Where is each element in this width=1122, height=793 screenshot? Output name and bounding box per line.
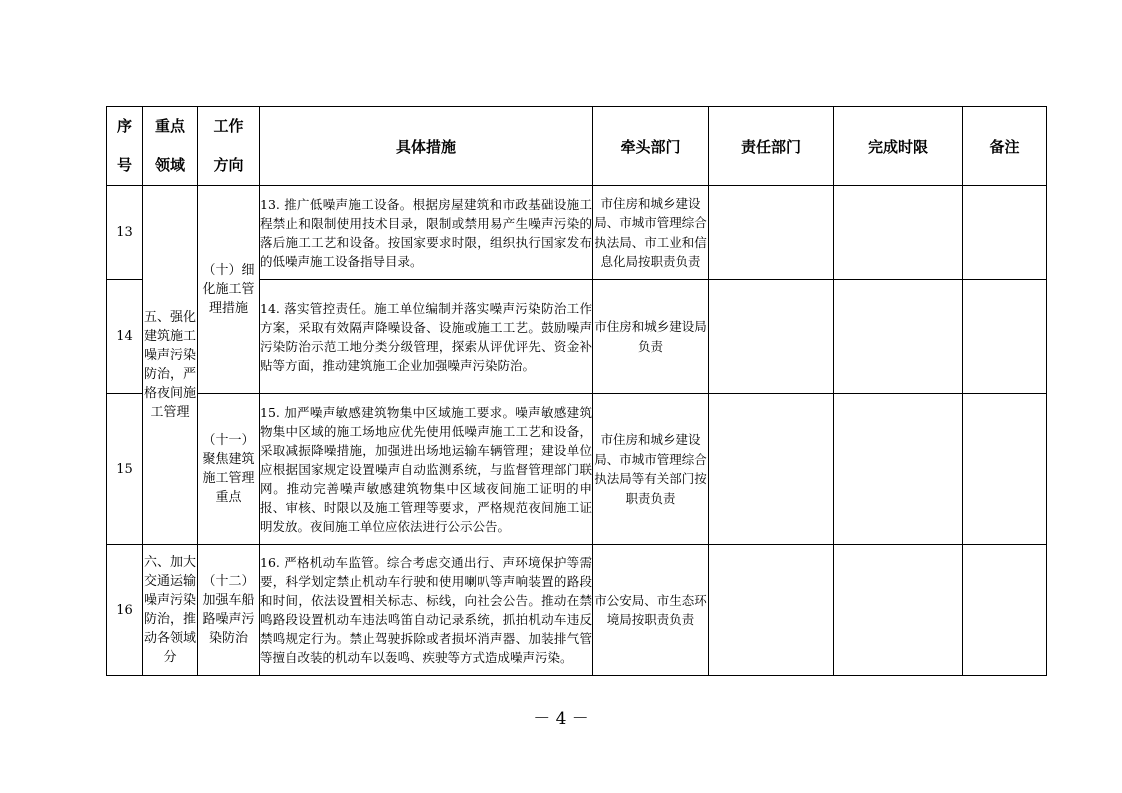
row-deadline [834, 280, 963, 394]
header-seq [107, 107, 143, 186]
row-deadline [834, 394, 963, 545]
row-seq: 16 [107, 545, 143, 676]
row-deadline [834, 545, 963, 676]
page-number: － 4 － [533, 709, 589, 729]
field-five: 五、强化建筑施工噪声污染防治，严格夜间施工管理 [143, 186, 198, 545]
table-row [107, 545, 1047, 676]
direction-twelve: （十二）加强车船路噪声污染防治 [198, 545, 260, 676]
row-remarks [963, 545, 1047, 676]
row-resp-dept [709, 186, 834, 280]
header-direction [198, 107, 260, 186]
header-resp-dept: 责任部门 [709, 107, 834, 186]
header-direction-line2: 方向 [213, 156, 244, 174]
row-lead-dept: 市公安局、市生态环境局按职责负责 [593, 545, 709, 676]
table-row [107, 186, 1047, 280]
header-measures: 具体措施 [260, 107, 593, 186]
row-measure: 15. 加严噪声敏感建筑物集中区域施工要求。噪声敏感建筑物集中区域的施工场地应优先使用低噪声施工工艺和设备，采取减振降噪措施，加强进出场地运输车辆管理；建设单位应根据国家规定设置噪声自动监测系统，与监督管理部门联网。推动完善噪声敏感建筑物集中区域夜间施工证明的申报、审核、时限以及施工管理等要求，严格规范夜间施工证明发放。夜间施工单位应依法进行公示公告。 [260, 394, 593, 545]
row-measure: 16. 严格机动车监管。综合考虑交通出行、声环境保护等需要，科学划定禁止机动车行驶和使用喇叭等声响装置的路段和时间，依法设置相关标志、标线，向社会公告。推动在禁鸣路段设置机动车违法鸣笛自动记录系统，抓拍机动车违反禁鸣规定行为。禁止驾驶拆除或者损坏消声器、加装排气管等擅自改装的机动车以轰鸣、疾驶等方式造成噪声污染。 [260, 545, 593, 676]
header-lead-dept: 牵头部门 [593, 107, 709, 186]
row-resp-dept [709, 280, 834, 394]
table-header-row [107, 107, 1047, 186]
row-measure: 14. 落实管控责任。施工单位编制并落实噪声污染防治工作方案，采取有效隔声降噪设备、设施或施工工艺。鼓励噪声污染防治示范工地分类分级管理，探索从评优评先、资金补贴等方面，推动建筑施工企业加强噪声污染防治。 [260, 280, 593, 394]
row-remarks [963, 280, 1047, 394]
row-resp-dept [709, 394, 834, 545]
row-seq: 14 [107, 280, 143, 394]
row-remarks [963, 186, 1047, 280]
header-field-line1: 重点 [154, 117, 185, 135]
direction-ten: （十）细化施工管理措施 [198, 186, 260, 394]
row-seq: 15 [107, 394, 143, 545]
row-seq: 13 [107, 186, 143, 280]
direction-eleven: （十一）聚焦建筑施工管理重点 [198, 394, 260, 545]
header-deadline: 完成时限 [834, 107, 963, 186]
row-measure: 13. 推广低噪声施工设备。根据房屋建筑和市政基础设施工程禁止和限制使用技术目录，限制或禁用易产生噪声污染的落后施工工艺和设备。按国家要求时限，组织执行国家发布的低噪声施工设备指导目录。 [260, 186, 593, 280]
measures-table [106, 106, 1047, 676]
row-resp-dept [709, 545, 834, 676]
header-seq-line2: 号 [116, 156, 132, 174]
header-direction-line1: 工作 [213, 117, 244, 135]
row-remarks [963, 394, 1047, 545]
table-row [107, 394, 1047, 545]
header-seq-line1: 序 [116, 117, 132, 135]
header-field-line2: 领域 [154, 156, 185, 174]
row-lead-dept: 市住房和城乡建设局、市城市管理综合执法局等有关部门按职责负责 [593, 394, 709, 545]
header-remarks: 备注 [963, 107, 1047, 186]
row-lead-dept: 市住房和城乡建设局、市城市管理综合执法局、市工业和信息化局按职责负责 [593, 186, 709, 280]
header-field [143, 107, 198, 186]
row-deadline [834, 186, 963, 280]
row-lead-dept: 市住房和城乡建设局负责 [593, 280, 709, 394]
field-six: 六、加大交通运输噪声污染防治，推动各领域分 [143, 545, 198, 676]
